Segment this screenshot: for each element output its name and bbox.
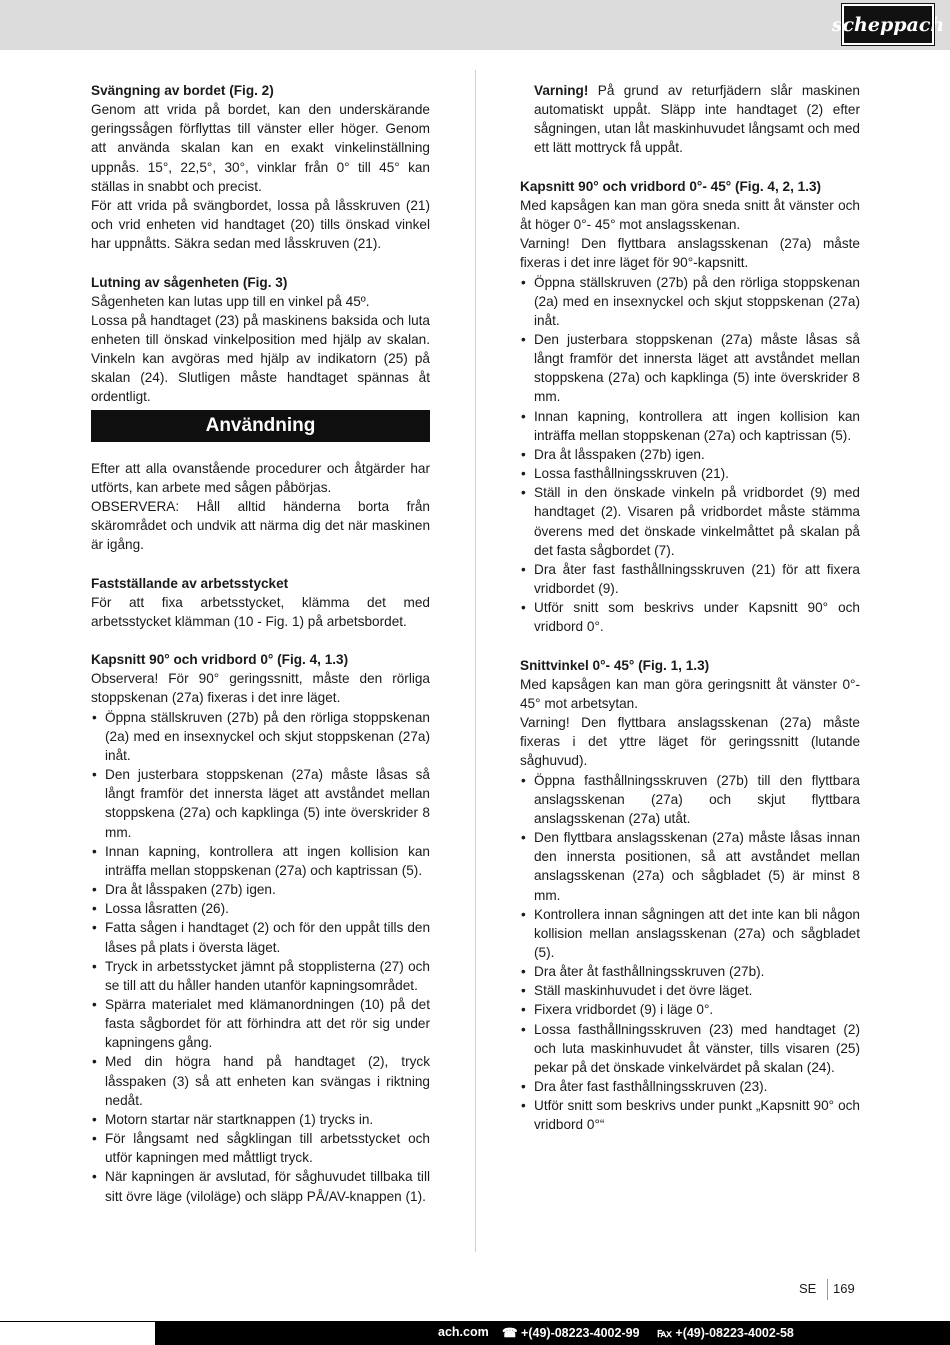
footer-fax: ℻ +(49)-08223-4002-58	[657, 1326, 794, 1340]
footer-phone: ☎ +(49)-08223-4002-99	[502, 1326, 640, 1340]
paragraph: Sågenheten kan lutas upp till en vinkel på 45º.	[91, 293, 370, 309]
footer-left-box	[0, 1321, 155, 1345]
list-item: • Öppna ställskruven (27b) på den rörliga stoppskenan (2a) med en insexnyckel och skjut stoppskenan (27a) inåt.	[520, 273, 860, 330]
list-item: • Fixera vridbordet (9) i läge 0°.	[520, 1000, 860, 1019]
list-item: • Utför snitt som beskrivs under Kapsnitt 90° och vridbord 0°.	[520, 598, 860, 636]
paragraph: För att vrida på svängbordet, lossa på låsskruven (21) och vrid enheten vid handtaget (20) tills önskad vinkel har uppnåtts. Säkra sedan med låsskruven (21).	[91, 197, 430, 252]
bullet-list	[520, 771, 860, 1135]
list-item: • Dra åter åt fasthållningsskruven (27b).	[520, 962, 860, 981]
list-item: • Dra åter fast fasthållningsskruven (21) för att fixera vridbordet (9).	[520, 560, 860, 598]
brand-logo: scheppach	[842, 4, 934, 45]
section-heading-bar: Användning	[91, 410, 430, 442]
list-item: • Fatta sågen i handtaget (2) och för den uppåt tills den låses på plats i översta läget.	[91, 918, 430, 956]
list-item: • När kapningen är avslutad, för såghuvudet tillbaka till sitt övre läge (viloläge) och släpp PÅ/AV-knappen (1).	[91, 1167, 430, 1205]
list-item: • Lossa fasthållningsskruven (23) med handtaget (2) och luta maskinhuvudet åt vänster, tills visaren (25) pekar på det önskade vinkelvärdet på skalan (24).	[520, 1020, 860, 1077]
warning-paragraph	[520, 81, 860, 158]
list-item: • Innan kapning, kontrollera att ingen kollision kan inträffa mellan stoppskenan (27a) och kaptrissan (5).	[91, 842, 430, 880]
paragraph: Med kapsågen kan man göra sneda snitt åt vänster och åt höger 0°- 45° mot anslagsskenan.	[520, 197, 860, 233]
list-item: • Dra åt låsspaken (27b) igen.	[91, 880, 430, 899]
paragraph: För att fixa arbetsstycket, klämma det med arbetsstycket klämman (10 - Fig. 1) på arbetsbordet.	[91, 594, 430, 629]
footer-website: ach.com	[438, 1325, 489, 1339]
list-item: • Den justerbara stoppskenan (27a) måste låsas så långt framför det innersta läget att avståndet mellan stoppskena (27a) och kapklinga (5) inte överskrider 8 mm.	[520, 330, 860, 407]
paragraph: Observera! För 90° geringssnitt, måste den rörliga stoppskenan (27a) fixeras i det inre läget.	[91, 671, 430, 706]
heading-saw-tilt: Lutning av sågenheten (Fig. 3)	[91, 274, 288, 290]
paragraph: Efter att alla ovanstående procedurer och åtgärder har utförts, kan arbete med sågen påbörjas.	[91, 460, 430, 495]
bullet-list	[520, 273, 860, 637]
warning-text: På grund av returfjädern slår maskinen automatiskt uppåt. Släpp inte handtaget (2) efter sågningen, utan låt maskinhuvudet långsamt och med ett lätt mottryck få uppåt.	[534, 83, 860, 156]
list-item: • Öppna fasthållningsskruven (27b) till den flyttbara anslagsskenan (27a) och skjut flyttbara anslagsskenan (27a) utåt.	[520, 771, 860, 828]
list-item: • Spärra materialet med klämanordningen (10) på det fasta sågbordet för att förhindra att det rör sig under kapningens gång.	[91, 995, 430, 1052]
column-divider	[475, 70, 476, 1252]
paragraph: Genom att vrida på bordet, kan den underskärande geringssågen förflyttas till vänster eller höger. Genom att använda skalan kan en exakt vinkelinställning uppnås. 15°, 22,5°, 30°, vinklar från 0° till 45° kan ställas in snabbt och precist.	[91, 102, 430, 194]
list-item: • Den justerbara stoppskenan (27a) måste låsas så långt framför det innersta läget att avståndet mellan stoppskena (27a) och kapklinga (5) inte överskrider 8 mm.	[91, 765, 430, 842]
list-item: • Den flyttbara anslagsskenan (27a) måste låsas innan den innersta positionen, så att avståndet mellan anslagsskenan (27a) och sågbladet (5) är minst 8 mm.	[520, 828, 860, 905]
list-item: • Öppna ställskruven (27b) på den rörliga stoppskenan (2a) med en insexnyckel och skjut stoppskenan (27a) inåt.	[91, 708, 430, 765]
paragraph: Lossa på handtaget (23) på maskinens baksida och luta enheten till önskad vinkelposition med hjälp av skalan. Vinkeln kan avgöras med hjälp av indikatorn (25) på skalan (24). Slutligen måste handtaget spännas åt ordentligt.	[91, 312, 430, 405]
bullet-list	[91, 708, 430, 1206]
list-item: • Med din högra hand på handtaget (2), tryck låsspaken (3) så att enheten kan svängas i riktning nedåt.	[91, 1052, 430, 1109]
list-item: • Kontrollera innan sågningen att det inte kan bli någon kollision mellan anslagsskenan (27a) och sågbladet (5).	[520, 905, 860, 962]
heading-table-swivel: Svängning av bordet (Fig. 2)	[91, 83, 274, 98]
page-number-divider	[827, 1279, 828, 1300]
right-column	[520, 81, 860, 1135]
list-item: • Lossa låsratten (26).	[91, 899, 430, 918]
list-item: • Utför snitt som beskrivs under punkt „Kapsnitt 90° och vridbord 0°“	[520, 1096, 860, 1134]
page-number: 169	[833, 1281, 855, 1296]
list-item: • Dra åter fast fasthållningsskruven (23).	[520, 1077, 860, 1096]
header-band	[0, 0, 950, 50]
list-item: • Ställ in den önskade vinkeln på vridbordet (9) med handtaget (2). Visaren på vridbordet måste stämma överens med det önskade vinkelmåttet på skalan på det fasta sågbordet (7).	[520, 483, 860, 560]
left-column	[91, 81, 430, 1206]
list-item: • Ställ maskinhuvudet i det övre läget.	[520, 981, 860, 1000]
paragraph: Med kapsågen kan man göra geringsnitt åt vänster 0°- 45° mot arbetsytan.	[520, 676, 860, 711]
list-item: • Dra åt låsspaken (27b) igen.	[520, 445, 860, 464]
paragraph: OBSERVERA: Håll alltid händerna borta från skärområdet och undvik att närma dig det när maskinen är igång.	[91, 498, 430, 553]
heading-bevel-cut: Snittvinkel 0°- 45° (Fig. 1, 1.3)	[520, 657, 710, 673]
language-code: SE	[799, 1281, 817, 1296]
list-item: • Innan kapning, kontrollera att ingen kollision kan inträffa mellan stoppskenan (27a) och kaptrissan (5).	[520, 407, 860, 445]
list-item: • Tryck in arbetsstycket jämnt på stopplisterna (27) och se till att du håller handen utanför kapningsområdet.	[91, 957, 430, 995]
warning-label: Varning!	[534, 83, 589, 98]
heading-crosscut-90: Kapsnitt 90° och vridbord 0° (Fig. 4, 1.3)	[91, 652, 349, 668]
paragraph: Varning! Den flyttbara anslagsskenan (27a) måste fixeras i det yttre läget för geringssnitt (lutande såghuvud).	[520, 715, 860, 769]
list-item: • Lossa fasthållningsskruven (21).	[520, 464, 860, 483]
heading-crosscut-turntable: Kapsnitt 90° och vridbord 0°- 45° (Fig. 4, 2, 1.3)	[520, 178, 822, 194]
list-item: • För långsamt ned sågklingan till arbetsstycket och utför kapningen med måttligt tryck.	[91, 1129, 430, 1167]
heading-workpiece-fixing: Fastställande av arbetsstycket	[91, 575, 289, 591]
paragraph: Varning! Den flyttbara anslagsskenan (27a) måste fixeras i det inre läget för 90°-kapsnitt.	[520, 236, 860, 271]
list-item: • Motorn startar när startknappen (1) trycks in.	[91, 1110, 430, 1129]
